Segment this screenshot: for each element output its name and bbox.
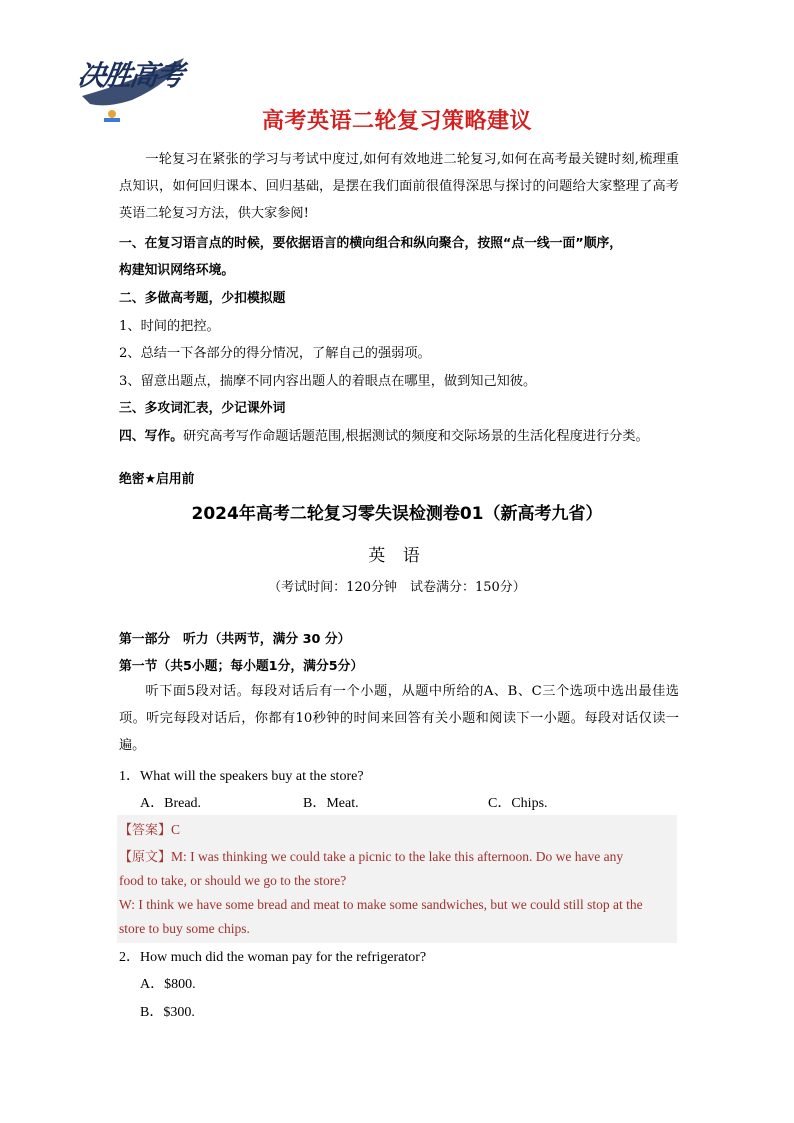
question-2-option-b: B．$300. xyxy=(140,1005,195,1020)
question-1: 1．What will the speakers buy at the store? xyxy=(119,769,364,784)
script-line-1 xyxy=(119,846,623,865)
strategy-3: 三、多攻词汇表，少记课外词 xyxy=(119,401,286,416)
question-1-option-a: A．Bread. xyxy=(140,796,202,811)
secret-label: 绝密★启用前 xyxy=(119,472,195,487)
script-label: 【原文】 xyxy=(119,850,172,865)
script-text-3: W: I think we have some bread and meat to make some sandwiches, but we could still stop at the xyxy=(119,897,643,912)
exam-subject: 英 语 xyxy=(368,546,426,566)
strategy-2-item-2: 2、总结一下各部分的得分情况，了解自己的强弱项。 xyxy=(119,346,431,361)
strategy-2-item-3: 3、留意出题点，揣摩不同内容出题人的着眼点在哪里，做到知己知彼。 xyxy=(119,374,537,389)
script-line-3 xyxy=(119,897,643,913)
script-text-2: food to take, or should we go to the store? xyxy=(119,873,347,888)
question-2-option-a: A．$800. xyxy=(140,977,196,992)
script-text-1: M: I was thinking we could take a picnic to the lake this afternoon. Do we have any xyxy=(171,849,624,864)
script-line-4 xyxy=(119,921,250,937)
answer-line xyxy=(119,819,180,838)
logo-text: 决胜高考 xyxy=(75,59,185,92)
script-text-4: store to buy some chips. xyxy=(119,921,250,936)
question-1-option-c: C．Chips. xyxy=(488,796,548,811)
strategy-4-label: 四、写作。 xyxy=(119,429,183,444)
intro-paragraph: 一轮复习在紧张的学习与考试中度过,如何有效地进二轮复习,如何在高考最关键时刻,梳理重点知识，如何回归课本、回归基础，是摆在我们面前很值得深思与探讨的问题给大家整理了高考英语二轮复习方法，供大家参阅! xyxy=(119,152,679,221)
strategy-2: 二、多做高考题，少扣模拟题 xyxy=(119,291,286,306)
script-line-2 xyxy=(119,873,346,889)
question-1-option-b: B．Meat. xyxy=(303,796,359,811)
exam-title: 2024年高考二轮复习零失误检测卷01（新高考九省） xyxy=(191,504,603,524)
answer-label: 【答案】 xyxy=(119,823,172,838)
strategy-4-text: 研究高考写作命题话题范围,根据测试的频度和交际场景的生活化程度进行分类。 xyxy=(182,429,649,444)
section-1-heading: 第一节（共5小题；每小题1分，满分5分） xyxy=(119,659,364,674)
question-2: 2．How much did the woman pay for the refrigerator? xyxy=(119,950,427,965)
part-1-heading: 第一部分 听力（共两节，满分 30 分） xyxy=(119,632,351,647)
listening-instructions: 听下面5段对话。每段对话后有一个小题，从题中所给的A、B、C三个选项中选出最佳选项。听完每段对话后，你都有10秒钟的时间来回答有关小题和阅读下一小题。每段对话仅读一遍。 xyxy=(119,684,679,753)
page-title: 高考英语二轮复习策略建议 xyxy=(261,109,532,134)
exam-time-info: （考试时间：120分钟 试卷满分：150分） xyxy=(268,580,526,595)
strategy-4 xyxy=(119,425,649,444)
strategy-2-item-1: 1、时间的把控。 xyxy=(119,319,220,334)
strategy-1-line-2: 构建知识网络环境。 xyxy=(119,263,235,278)
answer-value: C xyxy=(171,822,181,837)
strategy-1-line-1: 一、在复习语言点的时候，要依据语言的横向组合和纵向聚合，按照“点一线一面”顺序， xyxy=(119,236,623,251)
